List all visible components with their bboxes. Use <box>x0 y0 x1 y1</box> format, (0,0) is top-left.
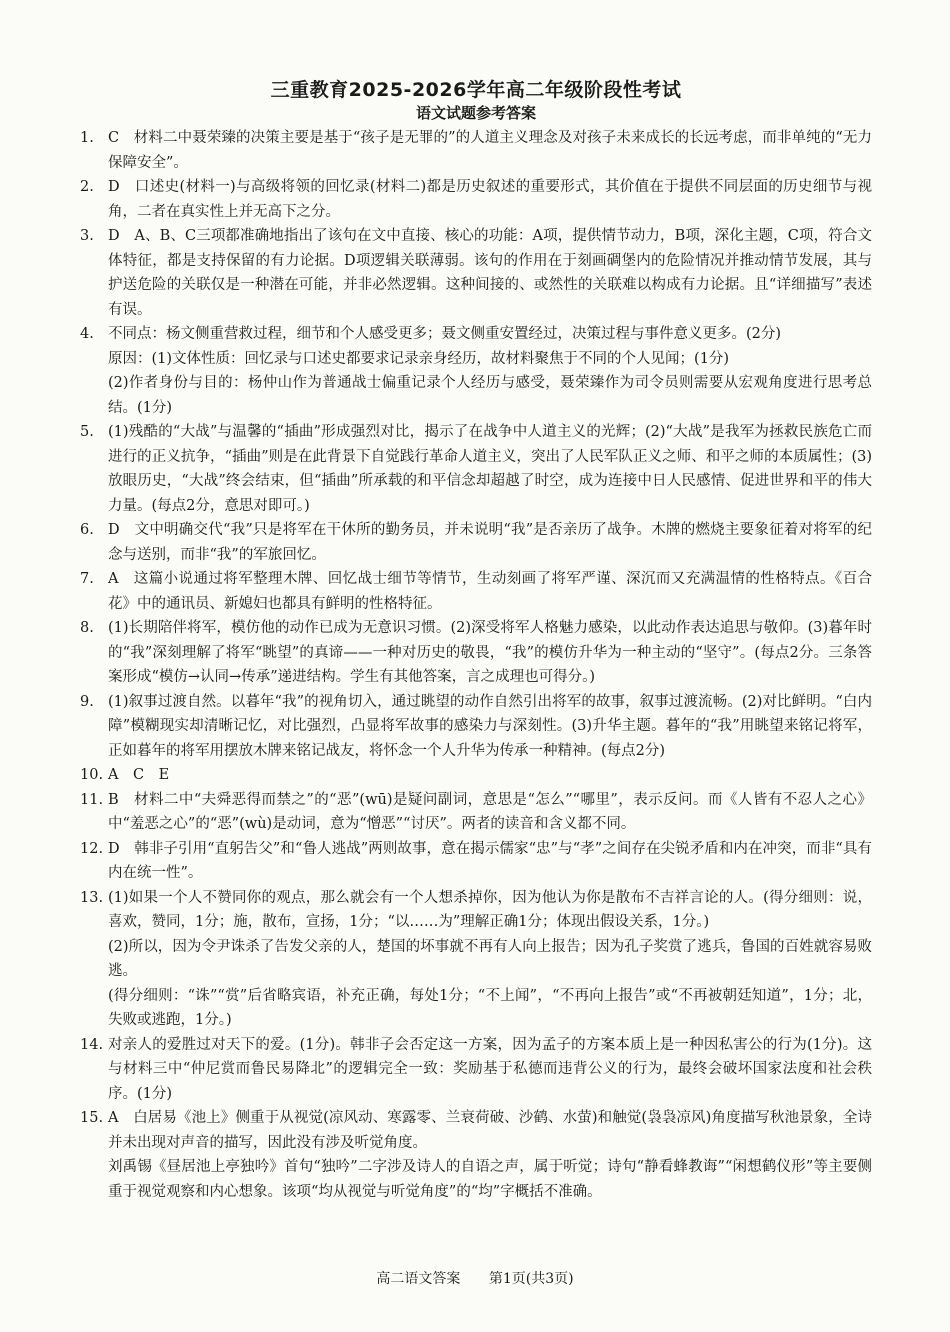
answer-line: D 韩非子引用“直躬告父”和“鲁人逃战”两则故事，意在揭示儒家“忠”与“孝”之间存在尖锐矛盾和内在冲突，而非“具有内在统一性”。 <box>108 840 872 881</box>
answer-number: 8. <box>80 620 94 636</box>
answer-text <box>108 1033 872 1107</box>
answer-number: 1. <box>80 130 94 146</box>
answer-number: 12. <box>80 840 104 857</box>
answer-text <box>108 567 872 616</box>
answer-line: (2)所以，因为令尹诛杀了告发父亲的人，楚国的坏事就不再有人向上报告；因为孔子奖赏了逃兵，鲁国的百姓就容易败逃。 <box>108 938 872 979</box>
page-subtitle: 语文试题参考答案 <box>415 104 536 122</box>
answer-item <box>80 224 872 322</box>
answer-text <box>108 616 872 690</box>
answer-item <box>80 126 872 175</box>
answer-line: A 白居易《池上》侧重于从视觉(凉风动、寒露零、兰衰荷破、沙鹤、水萤)和触觉(袅袅凉风)角度描写秋池景象，全诗并未出现对声音的描写，因此没有涉及听觉角度。 <box>108 1110 872 1151</box>
answer-item <box>80 175 872 224</box>
answer-line: (1)如果一个人不赞同你的观点，那么就会有一个人想杀掉你，因为他认为你是散布不吉祥言论的人。(得分细则：说，喜欢，赞同，1分；施，散布，宣扬，1分；“以……为”理解正确1分；体现出假设关系，1分。) <box>108 889 872 930</box>
answer-text <box>108 690 872 764</box>
answer-number: 5. <box>80 424 94 440</box>
answer-item <box>80 886 872 1033</box>
answer-text <box>108 420 872 518</box>
page-title: 三重教育2025-2026学年高二年级阶段性考试 <box>270 79 682 101</box>
answer-number: 9. <box>80 693 94 710</box>
answer-line: A 这篇小说通过将军整理木牌、回忆战士细节等情节，生动刻画了将军严谨、深沉而又充满温情的性格特点。《百合花》中的通讯员、新媳妇也都具有鲜明的性格特征。 <box>108 571 872 612</box>
answer-number: 13. <box>80 889 104 906</box>
answer-line: D A、B、C三项都准确地指出了该句在文中直接、核心的功能：A项，提供情节动力，B项，深化主题，C项，符合文体特征，都是支持保留的有力论据。D项逻辑关联薄弱。该句的作用在于刻画碉堡内的危险情况并推动情节发展，其与护送危险的关联仅是一种潜在可能，并非必然逻辑。这种间接的、或然性的关联难以构成有力论据。且“详细描写”表述有误。 <box>108 228 872 318</box>
answer-line: 不同点：杨文侧重营救过程，细节和个人感受更多；聂文侧重安置经过，决策过程与事件意义更多。(2分) <box>108 326 782 342</box>
page-footer <box>0 1268 950 1288</box>
answer-text <box>108 763 872 788</box>
answer-line: B 材料二中“夫舜恶得而禁之”的“恶”(wū)是疑问副词，意思是“怎么”“哪里”，表示反问。而《人皆有不忍人之心》中“羞恶之心”的“恶”(wù)是动词，意为“憎恶”“讨厌”。两者的读音和含义都不同。 <box>108 791 872 832</box>
answer-line: 刘禹锡《昼居池上亭独吟》首句“独吟”二字涉及诗人的自语之声，属于听觉；诗句“静看蜂教诲”“闲想鹤仪形”等主要侧重于视觉观察和内心想象。该项“均从视觉与听觉角度”的“均”字概括不准确。 <box>108 1159 872 1200</box>
answer-line: C 材料二中聂荣臻的决策主要是基于“孩子是无罪的”的人道主义理念及对孩子未来成长的长远考虑，而非单纯的“无力保障安全”。 <box>108 130 872 171</box>
answer-number: 10. <box>80 767 104 783</box>
footer-course: 高二语文答案 <box>376 1271 461 1287</box>
answer-text <box>108 788 872 837</box>
answer-item <box>80 788 872 837</box>
answer-number: 14. <box>80 1036 104 1053</box>
answer-line: (1)残酷的“大战”与温馨的“插曲”形成强烈对比，揭示了在战争中人道主义的光辉；(2)“大战”是我军为拯救民族危亡而进行的正义抗争，“插曲”则是在此背景下自觉践行革命人道主义，突出了人民军队正义之师、和平之师的本质属性；(3)放眼历史，“大战”终会结束，但“插曲”所承载的和平信念却超越了时空，成为连接中日人民感情、促进世界和平的伟大力量。(每点2分，意思对即可。) <box>108 424 872 514</box>
answer-line: D 口述史(材料一)与高级将领的回忆录(材料二)都是历史叙述的重要形式，其价值在于提供不同层面的历史细节与视角，二者在真实性上并无高下之分。 <box>108 179 872 220</box>
answer-number: 2. <box>80 179 94 195</box>
answer-item <box>80 837 872 886</box>
answer-text <box>108 886 872 1033</box>
answer-text <box>108 224 872 322</box>
answer-line: D 文中明确交代“我”只是将军在干休所的勤务员，并未说明“我”是否亲历了战争。木牌的燃烧主要象征着对将军的纪念与送别，而非“我”的军旅回忆。 <box>108 522 872 563</box>
answer-item <box>80 1106 872 1204</box>
answer-item <box>80 690 872 764</box>
answer-number: 11. <box>80 791 104 808</box>
answer-item <box>80 763 872 788</box>
answer-line: (1)叙事过渡自然。以暮年“我”的视角切入，通过眺望的动作自然引出将军的故事，叙事过渡流畅。(2)对比鲜明。“白内障”模糊现实却清晰记忆，对比强烈，凸显将军故事的感染力与深刻性。(3)升华主题。暮年的“我”用眺望来铭记将军，正如暮年的将军用摆放木牌来铭记战友，将怀念一个人升华为传承一种精神。(每点2分) <box>108 693 872 759</box>
answer-item <box>80 616 872 690</box>
answer-line: 原因：(1)文体性质：回忆录与口述史都要求记录亲身经历，故材料聚焦于不同的个人见闻；(1分) <box>108 350 730 367</box>
answer-text <box>108 837 872 886</box>
answer-line: (2)作者身份与目的：杨仲山作为普通战士偏重记录个人经历与感受，聂荣臻作为司令员则需要从宏观角度进行思考总结。(1分) <box>108 375 872 416</box>
answer-line: (得分细则：“诛”“赏”后省略宾语，补充正确，每处1分；“不上闻”，“不再向上报告”或“不再被朝廷知道”，1分；北，失败或逃跑，1分。) <box>108 987 872 1028</box>
answer-number: 7. <box>80 571 94 587</box>
answer-line: A C E <box>108 767 170 783</box>
answer-text <box>108 322 872 420</box>
answer-number: 15. <box>80 1110 104 1126</box>
footer-page-number: 第1页(共3页) <box>488 1271 574 1287</box>
answer-item <box>80 420 872 518</box>
answer-line: (1)长期陪伴将军，模仿他的动作已成为无意识习惯。(2)深受将军人格魅力感染，以此动作表达追思与敬仰。(3)暮年时的“我”深刻理解了将军“眺望”的真谛——一种对历史的敬畏，“我”的模仿升华为一种主动的“坚守”。(每点2分。三条答案形成“模仿→认同→传承”递进结构。学生有其他答案，言之成理也可得分。) <box>108 620 872 685</box>
answer-item <box>80 567 872 616</box>
answer-text <box>108 175 872 224</box>
answer-text <box>108 1106 872 1204</box>
answer-item <box>80 322 872 420</box>
answer-number: 6. <box>80 522 94 538</box>
answer-text <box>108 518 872 567</box>
answer-item <box>80 1033 872 1107</box>
answer-number: 3. <box>80 228 94 244</box>
answer-number: 4. <box>80 326 94 342</box>
answer-list <box>80 126 872 1204</box>
answer-line: 对亲人的爱胜过对天下的爱。(1分)。韩非子会否定这一方案，因为孟子的方案本质上是一种因私害公的行为(1分)。这与材料三中“仲尼赏而鲁民易降北”的逻辑完全一致：奖励基于私德而违背公义的行为，最终会破坏国家法度和社会秩序。(1分) <box>108 1036 872 1102</box>
answer-text <box>108 126 872 175</box>
answer-item <box>80 518 872 567</box>
